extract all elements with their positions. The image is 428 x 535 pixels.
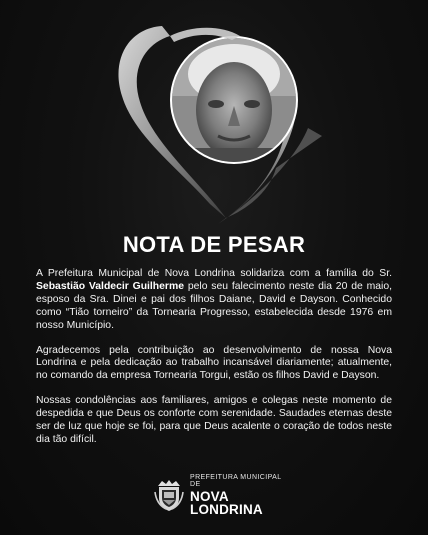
- footer-line-2: NOVA LONDRINA: [190, 488, 263, 517]
- paragraph-3: Nossas condolências aos familiares, amigos e colegas neste momento de despedida e que Deus os conforte com serenidade. Saudades eternas deste ser de luz que hoje se foi, para que Deus acalente o coração de todos neste dia tão difícil.: [36, 395, 392, 445]
- deceased-name: Sebastião Valdecir Guilherme: [36, 280, 184, 292]
- municipal-crest-icon: [154, 478, 184, 512]
- paragraph-1: A Prefeitura Municipal de Nova Londrina solidariza com a família do Sr. Sebastião Valdecir Guilherme pelo seu falecimento neste dia 20 de maio, esposo da Sra. Dinei e pai dos filhos Daiane, David e Dayson. Conhecido como “Tião torneiro” da Tornearia Progresso, estabelecida desde 1976 em nosso Município.: [36, 268, 392, 331]
- footer-line-1: PREFEITURA MUNICIPAL DE: [190, 473, 282, 488]
- paragraph-2: Agradecemos pela contribuição ao desenvolvimento de nossa Nova Londrina e pela dedicação ao trabalho incansável diariamente; atualmente, no comando da empresa Tornearia Torgui, estão os filhos David e Dayson.: [36, 344, 392, 382]
- prefeitura-name: [190, 474, 284, 517]
- page-title: NOTA DE PESAR: [122, 232, 306, 257]
- mourning-ribbon-icon: [100, 18, 328, 228]
- prefeitura-logo: [154, 473, 284, 517]
- memorial-graphic: [100, 18, 328, 228]
- condolence-text: [36, 268, 392, 459]
